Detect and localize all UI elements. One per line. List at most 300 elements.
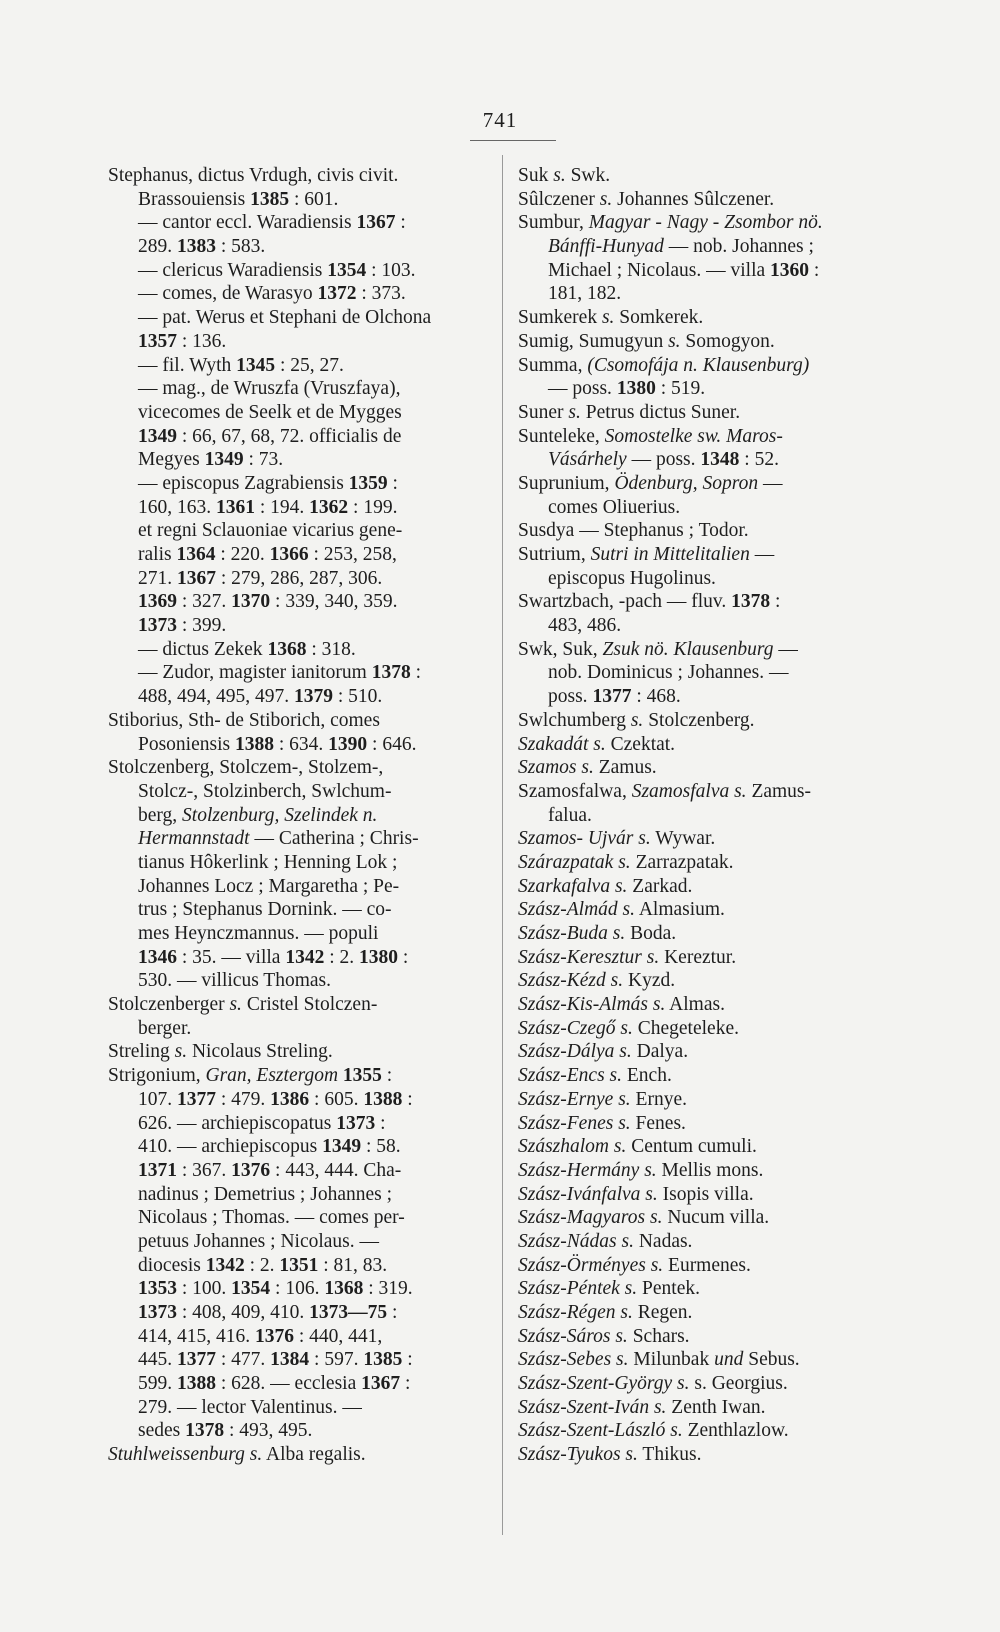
italic-text: Szász-Szent-György s. <box>518 1373 690 1395</box>
year-reference: 1373 <box>138 615 177 637</box>
entry-text: Almas. <box>665 994 725 1016</box>
index-entry-continuation-line <box>108 1301 496 1325</box>
entry-text: : <box>387 472 398 494</box>
entry-text: falua. <box>548 804 592 826</box>
index-entry-continuation-line <box>108 306 496 330</box>
entry-text: 410. — archiepiscopus <box>138 1136 323 1158</box>
entry-text: Almasium. <box>635 899 725 921</box>
italic-text: s. <box>229 994 242 1016</box>
entry-text: : 373. <box>356 283 406 305</box>
entry-text: Stolczenberg, Stolczem-, Stolzem-, <box>108 757 384 779</box>
year-reference: 1367 <box>356 212 396 234</box>
entry-text: Centum cumuli. <box>626 1136 757 1158</box>
italic-text: s. <box>568 401 581 423</box>
entry-text: Swartzbach, -pach — fluv. <box>518 591 732 613</box>
entry-text: : 319. <box>363 1278 413 1300</box>
year-reference: 1354 <box>231 1278 271 1300</box>
entry-text: Mellis mons. <box>656 1159 764 1181</box>
year-reference: 1378 <box>371 662 411 684</box>
entry-text: : 477. <box>216 1349 271 1371</box>
index-entry-continuation-line <box>108 1372 496 1396</box>
entry-text: Nucum villa. <box>662 1207 770 1229</box>
entry-text: Somogyon. <box>680 330 775 352</box>
index-entry-line <box>108 709 496 733</box>
year-reference: 1351 <box>279 1254 319 1276</box>
entry-text: : <box>410 662 422 684</box>
index-entry-continuation-line <box>108 733 496 757</box>
index-entry-line <box>518 472 918 496</box>
entry-text: : 605. <box>309 1088 364 1110</box>
index-entry-continuation-line <box>518 661 918 685</box>
entry-text: Susdya — Stephanus ; Todor. <box>518 520 749 542</box>
italic-text: Zsuk nö. Klausenburg <box>602 638 774 660</box>
index-entry-continuation-line <box>108 1088 496 1112</box>
year-reference: 1388 <box>363 1088 403 1110</box>
year-reference: 1373 <box>138 1302 177 1323</box>
year-reference: 1349 <box>138 425 177 447</box>
entry-text: : 479. <box>216 1088 271 1110</box>
entry-text: Szamosfalwa, <box>518 780 632 802</box>
year-reference: 1385 <box>250 188 290 210</box>
entry-text: 414, 415, 416. <box>138 1325 255 1347</box>
entry-text: Johannes Sûlczener. <box>612 188 775 210</box>
entry-text: petuus Johannes ; Nicolaus. — <box>138 1230 380 1252</box>
entry-text: — poss. <box>548 378 617 400</box>
entry-text: : 199. <box>348 496 398 518</box>
entry-text: poss. <box>548 686 593 708</box>
index-entry-continuation-line <box>108 1230 496 1254</box>
italic-text: Szász-Sebes s. <box>518 1349 629 1371</box>
entry-text: Stolczenberger <box>108 994 230 1016</box>
italic-text: Hermannstadt <box>138 828 250 850</box>
entry-text: Michael ; Nicolaus. — villa <box>548 259 771 281</box>
index-entry-continuation-line <box>518 496 918 520</box>
index-entry-line <box>518 780 918 804</box>
entry-text: nadinus ; Demetrius ; Johannes ; <box>138 1183 393 1205</box>
index-entry-continuation-line <box>108 1183 496 1207</box>
entry-text: berg, <box>138 804 183 826</box>
entry-text: 488, 494, 495, 497. <box>138 686 294 708</box>
entry-text: : 339, 340, 359. <box>270 591 398 613</box>
entry-text: ralis <box>138 544 177 565</box>
index-entry-continuation-line <box>518 235 918 259</box>
entry-text: : 646. <box>367 733 417 755</box>
index-entry-line <box>518 543 918 567</box>
year-reference: 1349 <box>204 449 244 471</box>
entry-text: Somkerek. <box>614 307 704 329</box>
year-reference: 1370 <box>231 591 271 613</box>
entry-text: Zenth Iwan. <box>666 1396 766 1418</box>
index-entry-continuation-line <box>108 1159 496 1183</box>
entry-text: vicecomes de Seelk et de Mygges <box>138 401 402 423</box>
index-entry-continuation-line <box>108 1206 496 1230</box>
year-reference: 1371 <box>138 1159 177 1181</box>
entry-text: : 468. <box>631 686 681 708</box>
entry-text: Sunteleke, <box>518 425 605 447</box>
year-reference: 1353 <box>138 1278 177 1300</box>
entry-text: : 253, 258, <box>308 544 397 565</box>
entry-text: : 81, 83. <box>318 1254 388 1276</box>
index-entry-line <box>518 1348 918 1372</box>
year-reference: 1388 <box>177 1373 216 1395</box>
italic-text: Sutri in Mittelitalien <box>590 544 750 565</box>
year-reference: 1354 <box>327 259 367 281</box>
entry-text: Swk, Suk, <box>518 638 603 660</box>
index-entry-line <box>518 1088 918 1112</box>
italic-text: s. <box>601 307 615 329</box>
index-entry-continuation-line <box>108 804 496 828</box>
index-entry-continuation-line <box>108 425 496 449</box>
entry-text: Schars. <box>627 1325 690 1347</box>
entry-text: Cristel Stolczen- <box>241 994 378 1016</box>
index-entry-line <box>518 519 918 543</box>
italic-text: s. <box>668 330 681 352</box>
index-entry-continuation-line <box>108 946 496 970</box>
index-entry-continuation-line <box>518 804 918 828</box>
entry-text: — clericus Waradiensis <box>138 259 328 281</box>
italic-text: Szász-Péntek s. <box>518 1278 638 1300</box>
entry-text: : <box>402 1088 413 1110</box>
italic-text: Szász-Sáros s. <box>518 1325 628 1347</box>
entry-text: : 2. <box>324 946 359 968</box>
entry-text: Czektat. <box>605 733 676 755</box>
entry-text: Kyzd. <box>623 970 676 992</box>
entry-text: Wywar. <box>650 828 716 850</box>
index-entry-line <box>518 709 918 733</box>
entry-text: — <box>758 472 783 494</box>
index-entry-line <box>518 1112 918 1136</box>
index-entry-continuation-line <box>108 898 496 922</box>
entry-text: : 66, 67, 68, 72. officialis de <box>177 425 402 447</box>
year-reference: 1367 <box>361 1373 401 1395</box>
italic-text: Szász-Örményes s. <box>518 1254 664 1276</box>
year-reference: 1346 <box>138 946 177 968</box>
index-entry-continuation-line <box>108 1348 496 1372</box>
entry-text: Suner <box>518 401 569 423</box>
index-entry-line <box>108 1040 496 1064</box>
italic-text: und <box>714 1349 744 1371</box>
year-reference: 1373—75 <box>309 1302 388 1323</box>
entry-text: — <box>749 544 775 565</box>
italic-text: Szárazpatak s. <box>518 851 631 873</box>
entry-text: Boda. <box>625 923 677 944</box>
entry-text: — Catherina ; Chris- <box>249 828 419 850</box>
entry-text: — comes, de Warasyo <box>138 283 318 305</box>
italic-text: Szamos s. <box>518 757 594 779</box>
italic-text: Szamosfalva s. <box>631 780 747 802</box>
year-reference: 1362 <box>309 496 349 518</box>
year-reference: 1355 <box>342 1065 382 1087</box>
italic-text: Szász-Almád s. <box>518 899 636 921</box>
index-entry-continuation-line <box>108 519 496 543</box>
italic-text: Szász-Hermány s. <box>518 1159 657 1181</box>
italic-text: Szász-Nádas s. <box>518 1230 634 1252</box>
index-entry-line <box>518 1277 918 1301</box>
entry-text: : <box>402 1349 413 1371</box>
year-reference: 1384 <box>270 1349 310 1371</box>
entry-text: : 318. <box>306 638 356 660</box>
index-entry-line <box>518 1325 918 1349</box>
index-entry-line <box>108 993 496 1017</box>
entry-text: : 52. <box>739 449 779 471</box>
year-reference: 1368 <box>267 638 307 660</box>
entry-text: Zarrazpatak. <box>630 851 734 873</box>
index-entry-line <box>518 827 918 851</box>
italic-text: Szász-Kézd s. <box>518 970 624 992</box>
year-reference: 1380 <box>359 946 398 968</box>
index-entry-continuation-line <box>108 188 496 212</box>
year-reference: 1357 <box>138 330 177 352</box>
index-entry-line <box>518 306 918 330</box>
index-entry-continuation-line <box>518 377 918 401</box>
index-entry-line <box>518 851 918 875</box>
italic-text: Szász-Szent-László s. <box>518 1420 683 1442</box>
entry-text: — <box>773 638 798 660</box>
index-entry-continuation-line <box>108 377 496 401</box>
year-reference: 1376 <box>255 1325 294 1347</box>
entry-text: Johannes Locz ; Margaretha ; Pe- <box>138 875 400 897</box>
italic-text: Bánffi-Hunyad <box>548 236 664 258</box>
index-entry-line <box>108 164 496 188</box>
index-entry-line <box>518 1396 918 1420</box>
entry-text: : 106. <box>270 1278 325 1300</box>
italic-text: Szász-Ernye s. <box>518 1088 631 1110</box>
index-entry-line <box>518 875 918 899</box>
index-entry-line <box>518 733 918 757</box>
entry-text: : 519. <box>655 378 706 400</box>
index-entry-continuation-line <box>108 969 496 993</box>
entry-text: Megyes <box>138 449 205 471</box>
index-entry-line <box>518 922 918 946</box>
entry-text: : 601. <box>289 188 339 210</box>
entry-text: : 103. <box>366 259 416 281</box>
entry-text: : 443, 444. Cha- <box>270 1159 402 1181</box>
index-entry-line <box>518 946 918 970</box>
italic-text: s. <box>174 1041 188 1063</box>
year-reference: 1359 <box>348 472 388 494</box>
entry-text: Sebus. <box>743 1349 800 1371</box>
page-number: 741 <box>482 108 518 132</box>
year-reference: 1361 <box>216 496 255 518</box>
index-entry-continuation-line <box>108 1017 496 1041</box>
year-reference: 1385 <box>363 1349 403 1371</box>
index-entry-continuation-line <box>518 282 918 306</box>
entry-text: Chegeteleke. <box>632 1017 739 1039</box>
year-reference: 1386 <box>270 1088 310 1110</box>
entry-text: : <box>381 1065 393 1087</box>
entry-text: 626. — archiepiscopatus <box>138 1112 337 1134</box>
index-entry-line <box>518 1064 918 1088</box>
index-entry-line <box>108 756 496 780</box>
entry-text: comes Oliuerius. <box>548 496 681 518</box>
italic-text: s. <box>553 165 566 186</box>
entry-text: Petrus dictus Suner. <box>580 401 741 423</box>
entry-text: Sutrium, <box>518 544 591 565</box>
entry-text: — nob. Johannes ; <box>663 236 814 258</box>
italic-text: Szász-Dálya s. <box>518 1041 632 1063</box>
year-reference: 1388 <box>234 733 274 755</box>
entry-text: 483, 486. <box>548 615 622 637</box>
entry-text: : <box>398 946 409 968</box>
entry-text: Fenes. <box>630 1112 686 1134</box>
entry-text: Stephanus, dictus Vrdugh, civis civit. <box>108 165 399 186</box>
entry-text: : 367. <box>177 1159 232 1181</box>
entry-text: : 100. <box>177 1278 232 1300</box>
entry-text: : <box>375 1112 386 1134</box>
year-reference: 1345 <box>236 354 276 376</box>
entry-text: 279. — lector Valentinus. — <box>138 1396 362 1418</box>
entry-text: mes Heynczmannus. — populi <box>138 923 379 944</box>
italic-text: Szász-Czegő s. <box>518 1017 633 1039</box>
entry-text: Stolczenberg. <box>643 709 755 731</box>
entry-text: — poss. <box>626 449 701 471</box>
year-reference: 1348 <box>700 449 740 471</box>
index-entry-line <box>518 164 918 188</box>
index-entry-line <box>518 354 918 378</box>
left-column <box>108 164 496 1467</box>
entry-text: : 399. <box>177 615 227 637</box>
year-reference: 1369 <box>138 591 177 613</box>
year-reference: 1377 <box>177 1088 216 1110</box>
entry-text: Suk <box>518 165 554 186</box>
entry-text: : 510. <box>333 686 383 708</box>
entry-text: Sumbur, <box>518 212 589 234</box>
italic-text: Stuhlweissenburg s. <box>108 1444 263 1466</box>
index-entry-line <box>518 1443 918 1467</box>
entry-text: berger. <box>138 1017 192 1039</box>
index-entry-continuation-line <box>108 282 496 306</box>
entry-text: sedes <box>138 1420 186 1442</box>
entry-text: : 628. — ecclesia <box>216 1373 362 1395</box>
year-reference: 1366 <box>269 544 309 565</box>
entry-text: 181, 182. <box>548 283 622 305</box>
entry-text: : 597. <box>309 1349 364 1371</box>
index-entry-line <box>518 1206 918 1230</box>
entry-text: — dictus Zekek <box>138 638 268 660</box>
entry-text: Nicolaus Streling. <box>187 1041 333 1063</box>
year-reference: 1372 <box>317 283 357 305</box>
index-entry-line <box>518 993 918 1017</box>
entry-text: Stolcz-, Stolzinberch, Swlchum- <box>138 780 392 802</box>
index-entry-continuation-line <box>108 543 496 567</box>
entry-text: 599. <box>138 1373 177 1395</box>
entry-text: Sumkerek <box>518 307 602 329</box>
column-divider <box>502 155 503 1535</box>
entry-text: : <box>809 259 820 281</box>
year-reference: 1378 <box>185 1420 225 1442</box>
index-entry-continuation-line <box>108 827 496 851</box>
right-column <box>518 164 918 1467</box>
entry-text: Strigonium, <box>108 1065 206 1087</box>
index-entry-continuation-line <box>108 780 496 804</box>
index-entry-line <box>518 1135 918 1159</box>
entry-text: Zenthlazlow. <box>682 1420 789 1442</box>
year-reference: 1364 <box>176 544 216 565</box>
italic-text: Vásárhely <box>548 449 627 471</box>
italic-text: Szakadát s. <box>518 733 606 755</box>
entry-text: et regni Sclauoniae vicarius gene- <box>138 520 403 542</box>
entry-text: : 279, 286, 287, 306. <box>216 567 383 589</box>
entry-text: Alba regalis. <box>262 1444 366 1466</box>
italic-text: Szász-Ivánfalva s. <box>518 1183 658 1205</box>
entry-text: Eurmenes. <box>663 1254 751 1276</box>
entry-text: — Zudor, magister ianitorum <box>138 662 372 684</box>
index-entry-line <box>518 211 918 235</box>
index-entry-continuation-line <box>108 567 496 591</box>
index-entry-line <box>518 1419 918 1443</box>
entry-text: Suprunium, <box>518 472 615 494</box>
entry-text: — fil. Wyth <box>138 354 237 376</box>
entry-text: : 194. <box>255 496 310 518</box>
entry-text: Pentek. <box>637 1278 700 1300</box>
italic-text: Szamos- Ujvár s. <box>518 828 651 850</box>
year-reference: 1342 <box>285 946 325 968</box>
entry-text: Swk. <box>565 165 611 186</box>
italic-text: Gran, Esztergom <box>205 1065 339 1087</box>
entry-text: : 35. — villa <box>177 946 286 968</box>
index-entry-continuation-line <box>518 685 918 709</box>
index-entry-continuation-line <box>108 330 496 354</box>
entry-text: — cantor eccl. Waradiensis <box>138 212 357 234</box>
entry-text: Posoniensis <box>138 733 235 755</box>
entry-text: : 25, 27. <box>275 354 344 376</box>
italic-text: Szász-Keresztur s. <box>518 946 660 968</box>
year-reference: 1360 <box>770 259 810 281</box>
entry-text: Isopis villa. <box>657 1183 754 1205</box>
entry-text: 289. <box>138 236 177 258</box>
entry-text: Thikus. <box>637 1444 702 1466</box>
italic-text: Szász-Tyukos s. <box>518 1444 638 1466</box>
index-entry-line <box>518 1372 918 1396</box>
entry-text: : <box>400 1373 411 1395</box>
italic-text: Szarkafalva s. <box>518 875 628 897</box>
italic-text: Stolzenburg, Szelindek n. <box>182 804 378 826</box>
entry-text: Zamus. <box>593 757 657 779</box>
index-entry-continuation-line <box>108 354 496 378</box>
year-reference: 1368 <box>324 1278 364 1300</box>
index-entry-line <box>518 1254 918 1278</box>
year-reference: 1377 <box>592 686 632 708</box>
index-entry-continuation-line <box>108 851 496 875</box>
index-entry-line <box>518 898 918 922</box>
index-entry-line <box>518 425 918 449</box>
index-entry-continuation-line <box>108 638 496 662</box>
year-reference: 1378 <box>731 591 771 613</box>
entry-text: s. Georgius. <box>689 1373 788 1395</box>
index-entry-continuation-line <box>108 661 496 685</box>
entry-text: Nicolaus ; Thomas. — comes per- <box>138 1207 405 1229</box>
index-entry-line <box>518 330 918 354</box>
index-entry-continuation-line <box>108 401 496 425</box>
index-entry-continuation-line <box>108 1135 496 1159</box>
index-entry-continuation-line <box>108 496 496 520</box>
entry-text: Nadas. <box>633 1230 693 1252</box>
index-entry-continuation-line <box>108 1277 496 1301</box>
italic-text: s. <box>630 709 644 731</box>
page-number-rule <box>470 140 556 141</box>
entry-text: Streling <box>108 1041 175 1063</box>
index-entry-continuation-line <box>518 448 918 472</box>
entry-text: Dalya. <box>631 1041 689 1063</box>
year-reference: 1373 <box>336 1112 376 1134</box>
index-entry-continuation-line <box>108 1254 496 1278</box>
index-entry-continuation-line <box>108 590 496 614</box>
italic-text: Szász-Szent-Iván s. <box>518 1396 667 1418</box>
entry-text: Sumig, Sumugyun <box>518 330 669 352</box>
year-reference: 1349 <box>322 1136 362 1158</box>
entry-text: tianus Hôkerlink ; Henning Lok ; <box>138 851 398 873</box>
italic-text: Szászhalom s. <box>518 1136 627 1158</box>
